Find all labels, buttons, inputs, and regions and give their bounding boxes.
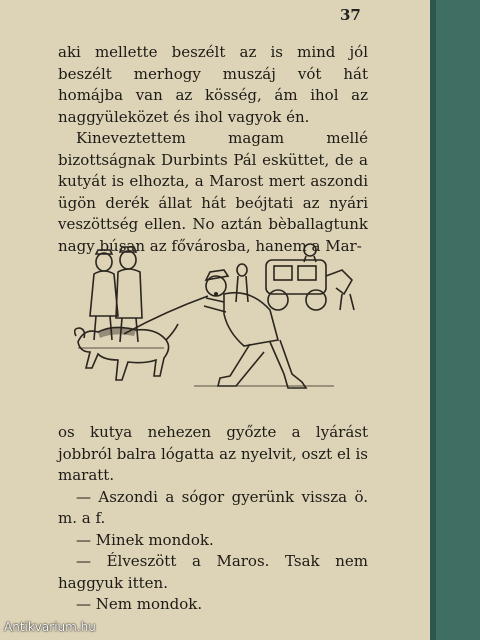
top-text <box>58 42 368 257</box>
bottom-text <box>58 422 368 616</box>
cover-band <box>430 0 436 640</box>
book-cover-edge <box>430 0 480 640</box>
illustration-man-pulling-dog <box>74 236 374 406</box>
paragraph: os kutya nehezen győzte a lyárást jobbról balra lógatta az nyelvit, oszt el is maratt. <box>58 423 368 484</box>
dialogue-line: — Minek mondok. <box>76 530 214 549</box>
dialogue-line: — Élveszött a Maros. Tsak nem haggyuk itten. <box>58 552 368 592</box>
paragraph: Kineveztettem magam mellé bizottságnak Durbints Pál esküttet, de a kutyát is elhozta, a Marost mert aszondi ügön derék állat hát beójtati az nyári veszöttség ellen. No aztán bèballagtunk nagy búsan az fővárosba, hanem a Mar- <box>58 129 368 255</box>
watermark: Antikvarium.hu <box>4 620 96 634</box>
page-number: 37 <box>340 6 361 24</box>
paragraph: aki mellette beszélt az is mind jól beszélt merhogy muszáj vót hát homájba van az kösség, ám ihol az naggyüleközet és ihol vagyok én. <box>58 43 368 126</box>
dialogue-line: — Nem mondok. <box>76 595 203 613</box>
dialogue-line: — Aszondi a sógor gyerünk vissza ö. m. a f. <box>58 487 368 527</box>
